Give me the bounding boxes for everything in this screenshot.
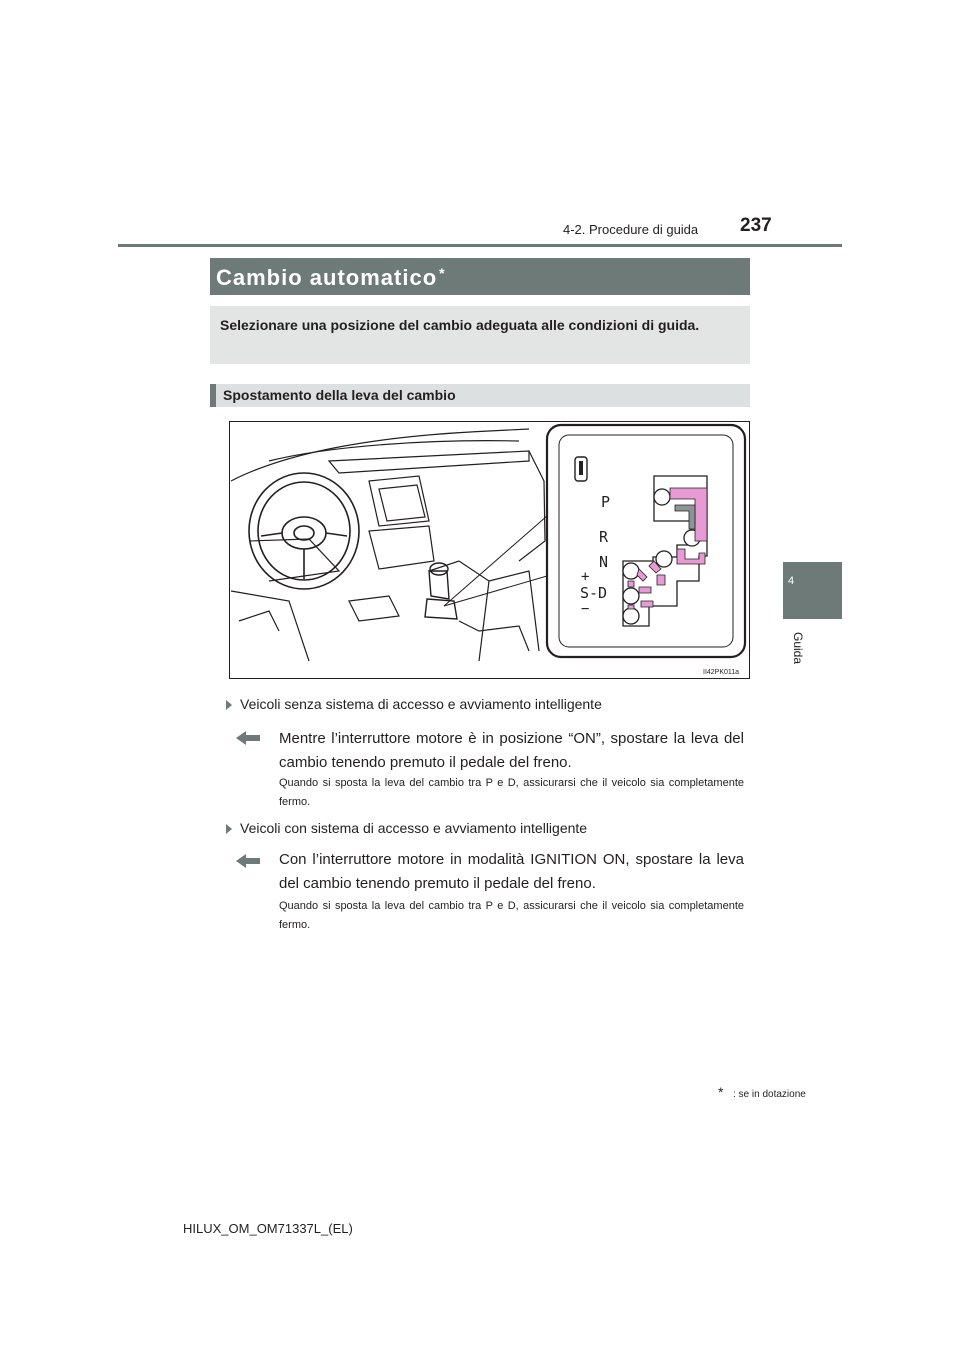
section-heading-1-text: Veicoli senza sistema di accesso e avviamento intelligente <box>240 696 602 712</box>
title-asterisk: * <box>439 265 446 281</box>
page-number: 237 <box>740 215 772 236</box>
gate-label-p: P <box>601 493 611 511</box>
chapter-number: 4 <box>788 575 795 587</box>
step-text-2: Con l’interruttore motore in modalità IGNITION ON, spostare la leva del cambio tenendo premuto il pedale del freno. <box>279 851 744 892</box>
chapter-tab <box>783 562 842 619</box>
footnote: : se in dotazione <box>733 1089 806 1100</box>
title-label: Cambio automatico <box>216 265 438 290</box>
bullet-triangle-icon <box>226 824 232 834</box>
note-text-1: Quando si sposta la leva del cambio tra P e D, assicurarsi che il veicolo sia completamente fermo. <box>279 777 744 808</box>
gate-label-minus: − <box>581 601 590 617</box>
footnote-asterisk: * <box>718 1084 724 1100</box>
step-arrow-icon <box>236 729 272 747</box>
subtitle-marker <box>210 384 216 407</box>
chapter-name: Guida <box>791 632 805 665</box>
note-text-2: Quando si sposta la leva del cambio tra P e D, assicurarsi che il veicolo sia completamente fermo. <box>279 900 744 931</box>
section-title: 4-2. Procedure di guida <box>563 222 699 237</box>
shift-lever-illustration <box>229 421 750 679</box>
document-code: HILUX_OM_OM71337L_(EL) <box>183 1221 353 1236</box>
header-rule <box>118 244 842 247</box>
bullet-triangle-icon <box>226 700 232 710</box>
step-text-1: Mentre l’interruttore motore è in posizione “ON”, spostare la leva del cambio tenendo premuto il pedale del freno. <box>279 730 744 771</box>
section-heading-1 <box>226 696 602 712</box>
gate-label-r: R <box>599 528 609 546</box>
gate-label-plus: + <box>581 569 590 585</box>
step-arrow-icon <box>236 852 272 870</box>
gate-label-n: N <box>599 553 609 571</box>
intro-text: Selezionare una posizione del cambio adeguata alle condizioni di guida. <box>220 317 700 333</box>
section-heading-2-text: Veicoli con sistema di accesso e avviamento intelligente <box>240 820 588 836</box>
section-heading-2 <box>226 820 587 836</box>
subtitle: Spostamento della leva del cambio <box>223 387 456 403</box>
figure-code: II42PK011a <box>703 669 740 676</box>
gate-label-sd: S-D <box>580 584 608 602</box>
page-title <box>216 265 446 291</box>
